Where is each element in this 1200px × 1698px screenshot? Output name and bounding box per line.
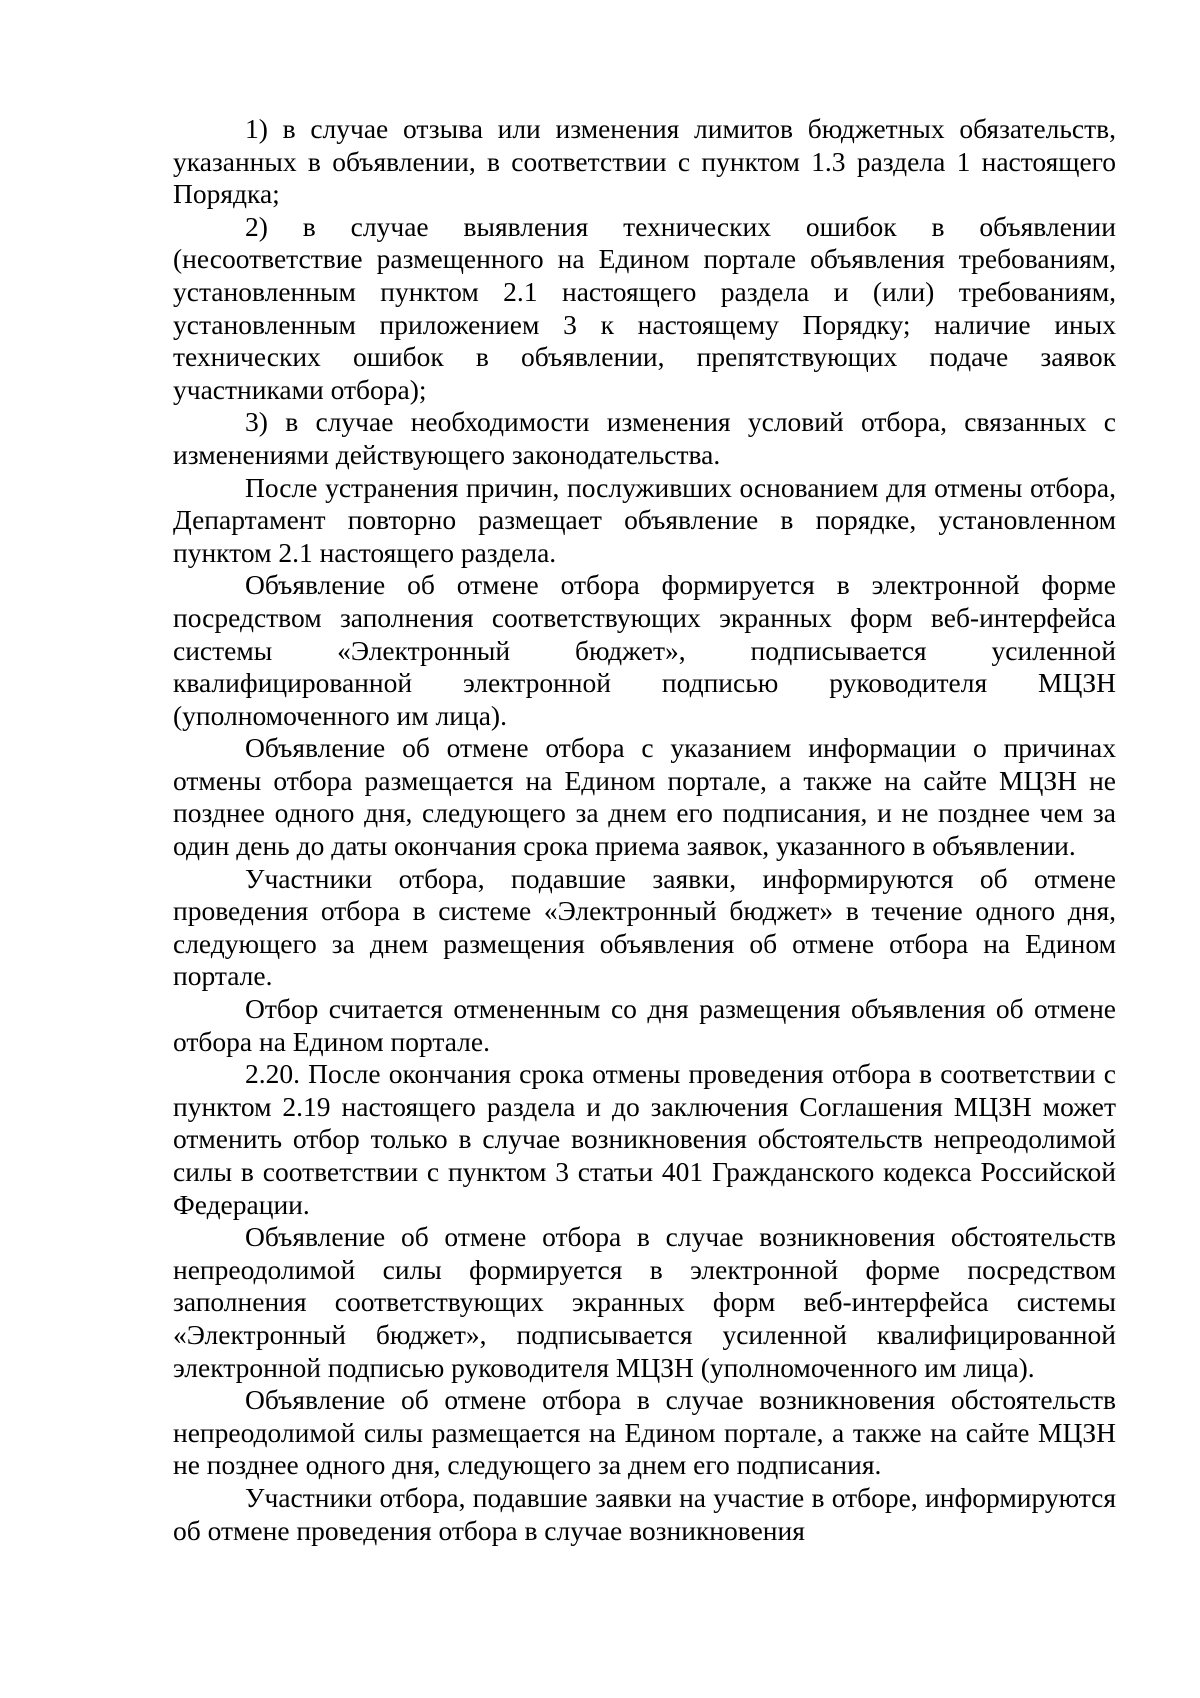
paragraph-item-2: 2) в случае выявления технических ошибок в объявлении (несоответствие размещенного на Едином портале объявления требованиям, установленным пунктом 2.1 настоящего раздела и (или) требованиям, установленным приложением 3 к настоящему Порядку; наличие иных технических ошибок в объявлении, препятствующих подаче заявок участниками отбора);: [173, 210, 1116, 405]
paragraph-item-3: 3) в случае необходимости изменения условий отбора, связанных с изменениями действующего законодательства.: [173, 406, 1116, 470]
paragraph-item-1: 1) в случае отзыва или изменения лимитов бюджетных обязательств, указанных в объявлении, в соответствии с пунктом 1.3 раздела 1 настоящего Порядка;: [173, 113, 1116, 210]
paragraph-cancellation-form: Объявление об отмене отбора формируется в электронной форме посредством заполнения соответствующих экранных форм веб-интерфейса системы «Электронный бюджет», подписывается усиленной квалифицированной электронной подписью руководителя МЦЗН (уполномоченного им лица).: [173, 569, 1116, 731]
paragraph-cancellation-causes: После устранения причин, послуживших основанием для отмены отбора, Департамент повторно размещает объявление в порядке, установленном пунктом 2.1 настоящего раздела.: [173, 471, 1116, 568]
paragraph-section-2-20: 2.20. После окончания срока отмены проведения отбора в соответствии с пунктом 2.19 настоящего раздела и до заключения Соглашения МЦЗН может отменить отбор только в случае возникновения обстоятельств непреодолимой силы в соответствии с пунктом 3 статьи 401 Гражданского кодекса Российской Федерации.: [173, 1058, 1116, 1220]
paragraph-cancellation-publication: Объявление об отмене отбора с указанием информации о причинах отмены отбора размещается на Едином портале, а также на сайте МЦЗН не позднее одного дня, следующего за днем его подписания, и не позднее чем за один день до даты окончания срока приема заявок, указанного в объявлении.: [173, 732, 1116, 862]
paragraph-participants-notified: Участники отбора, подавшие заявки, информируются об отмене проведения отбора в системе «Электронный бюджет» в течение одного дня, следующего за днем размещения объявления об отмене отбора на Едином портале.: [173, 862, 1116, 992]
paragraph-force-majeure-publication: Объявление об отмене отбора в случае возникновения обстоятельств непреодолимой силы размещается на Едином портале, а также на сайте МЦЗН не позднее одного дня, следующего за днем его подписания.: [173, 1384, 1116, 1481]
paragraph-force-majeure-participants: Участники отбора, подавшие заявки на участие в отборе, информируются об отмене проведения отбора в случае возникновения: [173, 1481, 1116, 1546]
paragraph-selection-cancelled: Отбор считается отмененным со дня размещения объявления об отмене отбора на Едином портале.: [173, 993, 1116, 1057]
document-body: [173, 113, 1116, 1547]
paragraph-force-majeure-form: Объявление об отмене отбора в случае возникновения обстоятельств непреодолимой силы формируется в электронной форме посредством заполнения соответствующих экранных форм веб-интерфейса системы «Электронный бюджет», подписывается усиленной квалифицированной электронной подписью руководителя МЦЗН (уполномоченного им лица).: [173, 1221, 1116, 1383]
